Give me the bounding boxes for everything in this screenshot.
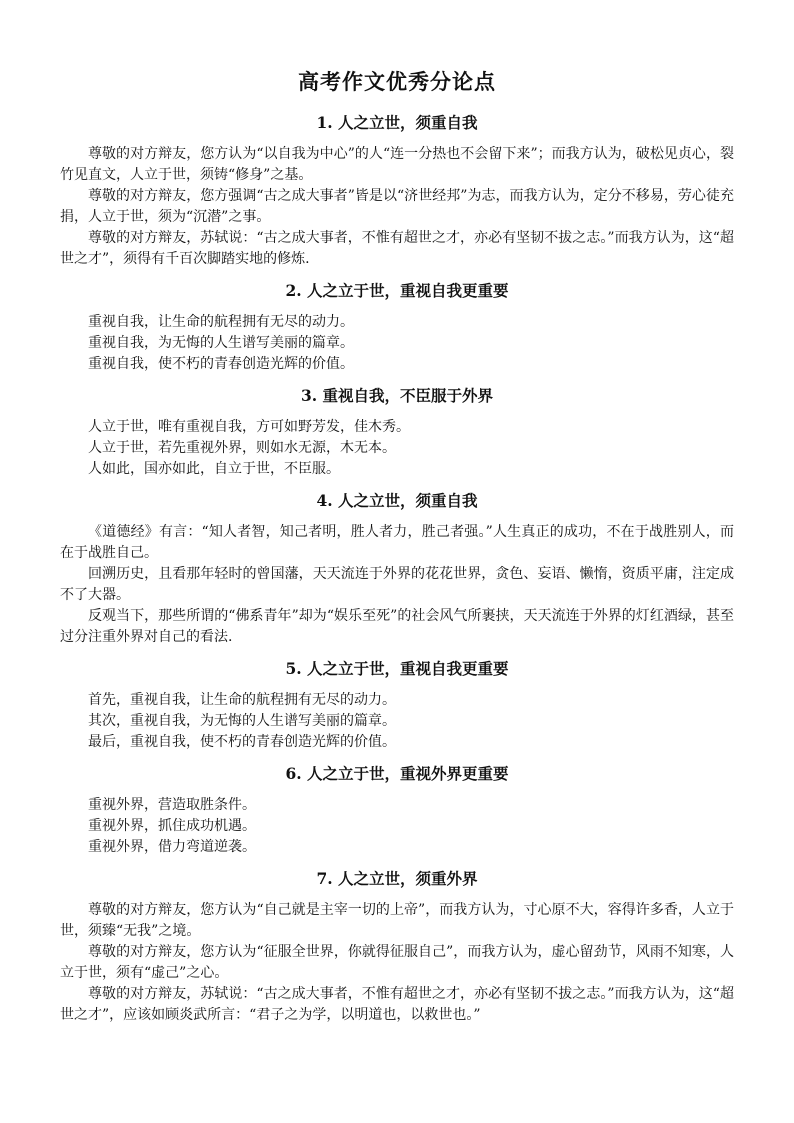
paragraph: 尊敬的对方辩友，苏轼说：“古之成大事者，不惟有超世之才，亦必有坚韧不拔之志。”而我方认为，这“超世之才”，须得有千百次脚踏实地的修炼.: [60, 230, 734, 267]
paragraph: 人如此，国亦如此，自立于世，不臣服。: [88, 461, 340, 477]
paragraph: 人立于世，唯有重视自我，方可如野芳发，佳木秀。: [88, 419, 410, 435]
paragraph: 尊敬的对方辩友，苏轼说：“古之成大事者，不惟有超世之才，亦必有坚韧不拔之志。”而我方认为，这“超世之才”，应该如顾炎武所言：“君子之为学，以明道也，以救世也。”: [60, 986, 734, 1023]
paragraph: 重视自我，使不朽的青春创造光辉的价值。: [88, 356, 354, 372]
section-heading: 4. 人之立世，须重自我: [316, 491, 478, 510]
section-1: [60, 112, 734, 270]
paragraph: 反观当下，那些所谓的“佛系青年”却为“娱乐至死”的社会风气所裹挟，天天流连于外界的灯红酒绿，甚至过分注重外界对自己的看法.: [60, 608, 734, 645]
paragraph: 重视自我，为无悔的人生谱写美丽的篇章。: [88, 335, 354, 351]
paragraph: 尊敬的对方辩友，您方认为“以自我为中心”的人“连一分热也不会留下来”；而我方认为，破松见贞心，裂竹见直文，人立于世，须铸“修身”之基。: [60, 146, 734, 183]
section-heading: 1. 人之立世，须重自我: [316, 113, 478, 132]
paragraph: 重视外界，抓住成功机遇。: [88, 818, 256, 834]
paragraph: 回溯历史，且看那年轻时的曾国藩，天天流连于外界的花花世界，贪色、妄语、懒惰，资质平庸，注定成不了大器。: [60, 566, 734, 603]
section-heading: 6. 人之立于世，重视外界更重要: [285, 764, 509, 783]
paragraph: 其次，重视自我，为无悔的人生谱写美丽的篇章。: [88, 713, 396, 729]
paragraph: 重视外界，借力弯道逆袭。: [88, 839, 256, 855]
paragraph: 尊敬的对方辩友，您方认为“自己就是主宰一切的上帝”，而我方认为，寸心原不大，容得许多香，人立于世，须臻“无我”之境。: [60, 902, 734, 939]
paragraph: 《道德经》有言：“知人者智，知己者明，胜人者力，胜己者强。”人生真正的成功，不在于战胜别人，而在于战胜自己。: [60, 524, 734, 561]
paragraph: 尊敬的对方辩友，您方认为“征服全世界，你就得征服自己”，而我方认为，虚心留劲节，风雨不知寒，人立于世，须有“虚己”之心。: [60, 944, 734, 981]
section-heading: 5. 人之立于世，重视自我更重要: [285, 659, 509, 678]
section-heading: 7. 人之立世，须重外界: [316, 869, 478, 888]
section-2: [60, 280, 734, 375]
paragraph: 人立于世，若先重视外界，则如水无源，木无本。: [88, 440, 396, 456]
paragraph: 重视自我，让生命的航程拥有无尽的动力。: [88, 314, 354, 330]
section-3: [60, 385, 734, 480]
paragraph: 首先，重视自我，让生命的航程拥有无尽的动力。: [88, 692, 396, 708]
section-7: [60, 868, 734, 1026]
section-heading: 3. 重视自我，不臣服于外界: [300, 386, 494, 405]
paragraph: 重视外界，营造取胜条件。: [88, 797, 256, 813]
section-heading: 2. 人之立于世，重视自我更重要: [285, 281, 509, 300]
paragraph: 尊敬的对方辩友，您方强调“古之成大事者”皆是以“济世经邦”为志，而我方认为，定分不移易，劳心徒充捐，人立于世，须为“沉潜”之事。: [60, 188, 734, 225]
section-5: [60, 658, 734, 753]
section-6: [60, 763, 734, 858]
paragraph: 最后，重视自我，使不朽的青春创造光辉的价值。: [88, 734, 396, 750]
section-4: [60, 490, 734, 648]
document-title: 高考作文优秀分论点: [298, 69, 496, 94]
